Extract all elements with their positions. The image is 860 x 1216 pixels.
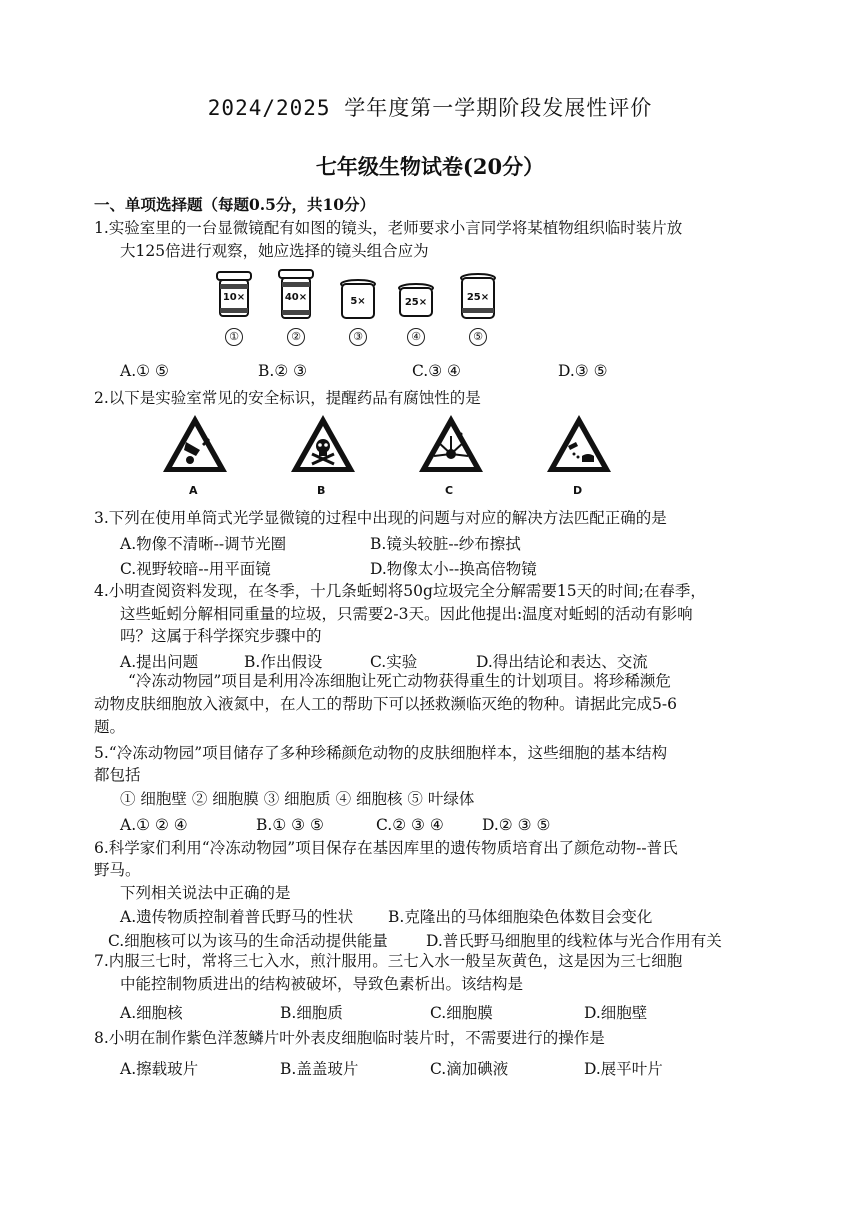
lens-number: ②: [287, 328, 305, 346]
q8-option-d[interactable]: D.展平叶片: [584, 1060, 663, 1078]
q6-stem-line3: 下列相关说法中正确的是: [120, 884, 291, 902]
sign-label: C: [445, 484, 454, 497]
lens-4: [396, 282, 436, 343]
explosive-icon: [416, 412, 486, 476]
q4-option-c[interactable]: C.实验: [370, 653, 418, 671]
sign-b[interactable]: [288, 412, 358, 497]
q4-option-a[interactable]: A.提出问题: [120, 653, 199, 671]
q2-stem: 2.以下是实验室常见的安全标识，提醒药品有腐蚀性的是: [94, 389, 481, 407]
lens-number: ⑤: [469, 328, 487, 346]
q4-option-b[interactable]: B.作出假设: [244, 653, 323, 671]
q3-option-c[interactable]: C.视野较暗--用平面镜: [120, 560, 271, 578]
q3-option-b[interactable]: B.镜头较脏--纱布擦拭: [370, 535, 521, 553]
q1-option-d[interactable]: D.③ ⑤: [558, 362, 608, 380]
lens-mark: 5×: [350, 296, 366, 307]
passage-line3: 题。: [94, 718, 126, 736]
lens-1: [214, 270, 254, 343]
q1-stem-line2: 大125倍进行观察，她应选择的镜头组合应为: [120, 242, 429, 260]
lens-number: ③: [349, 328, 367, 346]
lens-mark: 25×: [404, 297, 428, 308]
lens-figure: [208, 268, 508, 346]
q5-stem-line1: 5.“冷冻动物园”项目储存了多种珍稀颜危动物的皮肤细胞样本，这些细胞的基本结构: [94, 744, 668, 762]
q3-option-d[interactable]: D.物像太小--换高倍物镜: [370, 560, 537, 578]
lens-mark: 25×: [466, 292, 490, 303]
sign-label: A: [189, 484, 198, 497]
q5-option-c[interactable]: C.② ③ ④: [376, 816, 444, 834]
passage-line2: 动物皮肤细胞放入液氮中，在人工的帮助下可以拯救濒临灭绝的物种。请据此完成5-6: [94, 695, 677, 713]
q3-option-a[interactable]: A.物像不清晰--调节光圈: [120, 535, 287, 553]
q7-option-a[interactable]: A.细胞核: [120, 1004, 183, 1022]
lens-mark: 10×: [222, 292, 246, 303]
q6-stem-line2: 野马。: [94, 861, 141, 879]
q5-option-b[interactable]: B.① ③ ⑤: [256, 816, 324, 834]
corrosive-icon: [160, 412, 230, 476]
sign-c[interactable]: [416, 412, 486, 497]
q6-stem-line1: 6.科学家们利用“冷冻动物园”项目保存在基因库里的遗传物质培育出了颜危动物--普氏: [94, 839, 678, 857]
sign-a[interactable]: [160, 412, 230, 497]
q7-option-c[interactable]: C.细胞膜: [430, 1004, 493, 1022]
safety-signs-figure: [160, 412, 620, 502]
spill-icon: [544, 412, 614, 476]
q1-option-b[interactable]: B.② ③: [258, 362, 308, 380]
exam-subtitle: 七年级生物试卷(20分）: [315, 154, 545, 179]
q7-stem-line2: 中能控制物质进出的结构被破坏，导致色素析出。该结构是: [120, 975, 524, 993]
q4-stem-line2: 这些蚯蚓分解相同重量的垃圾，只需要2-3天。因此他提出:温度对蚯蚓的活动有影响: [120, 605, 693, 623]
q6-option-c[interactable]: C.细胞核可以为该马的生命活动提供能量: [108, 932, 388, 950]
section-heading: 一、单项选择题（每题0.5分，共10分）: [94, 195, 376, 214]
passage-line1: “冷冻动物园”项目是利用冷冻细胞让死亡动物获得重生的计划项目。将珍稀濒危: [128, 672, 671, 690]
q8-option-b[interactable]: B.盖盖玻片: [280, 1060, 359, 1078]
sign-label: B: [317, 484, 326, 497]
skull-icon: [288, 412, 358, 476]
q5-items: ① 细胞壁 ② 细胞膜 ③ 细胞质 ④ 细胞核 ⑤ 叶绿体: [120, 790, 475, 808]
q7-stem-line1: 7.内服三七时，常将三七入水，煎汁服用。三七入水一般呈灰黄色，这是因为三七细胞: [94, 952, 683, 970]
q1-stem-line1: 1.实验室里的一台显微镜配有如图的镜头，老师要求小言同学将某植物组织临时装片放: [94, 219, 683, 237]
lens-number: ④: [407, 328, 425, 346]
lens-number: ①: [225, 328, 243, 346]
q6-option-d[interactable]: D.普氏野马细胞里的线粒体与光合作用有关: [426, 932, 722, 950]
q1-option-c[interactable]: C.③ ④: [412, 362, 461, 380]
q3-stem: 3.下列在使用单筒式光学显微镜的过程中出现的问题与对应的解决方法匹配正确的是: [94, 509, 667, 527]
q1-option-a[interactable]: A.① ⑤: [120, 362, 169, 380]
lens-3: [338, 278, 378, 343]
lens-5: [458, 272, 498, 343]
q7-option-b[interactable]: B.细胞质: [280, 1004, 343, 1022]
q8-option-a[interactable]: A.擦载玻片: [120, 1060, 199, 1078]
q5-option-d[interactable]: D.② ③ ⑤: [482, 816, 551, 834]
sign-label: D: [573, 484, 583, 497]
lens-2: [276, 268, 316, 343]
lens-mark: 40×: [284, 292, 308, 303]
q4-option-d[interactable]: D.得出结论和表达、交流: [476, 653, 648, 671]
q7-option-d[interactable]: D.细胞壁: [584, 1004, 648, 1022]
q6-option-a[interactable]: A.遗传物质控制着普氏野马的性状: [120, 908, 354, 926]
q4-stem-line1: 4.小明查阅资料发现，在冬季，十几条蚯蚓将50g垃圾完全分解需要15天的时间;在春季，: [94, 582, 706, 600]
sign-d[interactable]: [544, 412, 614, 497]
q5-option-a[interactable]: A.① ② ④: [120, 816, 188, 834]
exam-title: 2024/2025 学年度第一学期阶段发展性评价: [207, 96, 653, 120]
q8-stem: 8.小明在制作紫色洋葱鳞片叶外表皮细胞临时装片时，不需要进行的操作是: [94, 1029, 605, 1047]
q6-option-b[interactable]: B.克隆出的马体细胞染色体数目会变化: [388, 908, 653, 926]
q4-stem-line3: 吗？这属于科学探究步骤中的: [120, 627, 322, 645]
q8-option-c[interactable]: C.滴加碘液: [430, 1060, 509, 1078]
q5-stem-line2: 都包括: [94, 766, 141, 784]
